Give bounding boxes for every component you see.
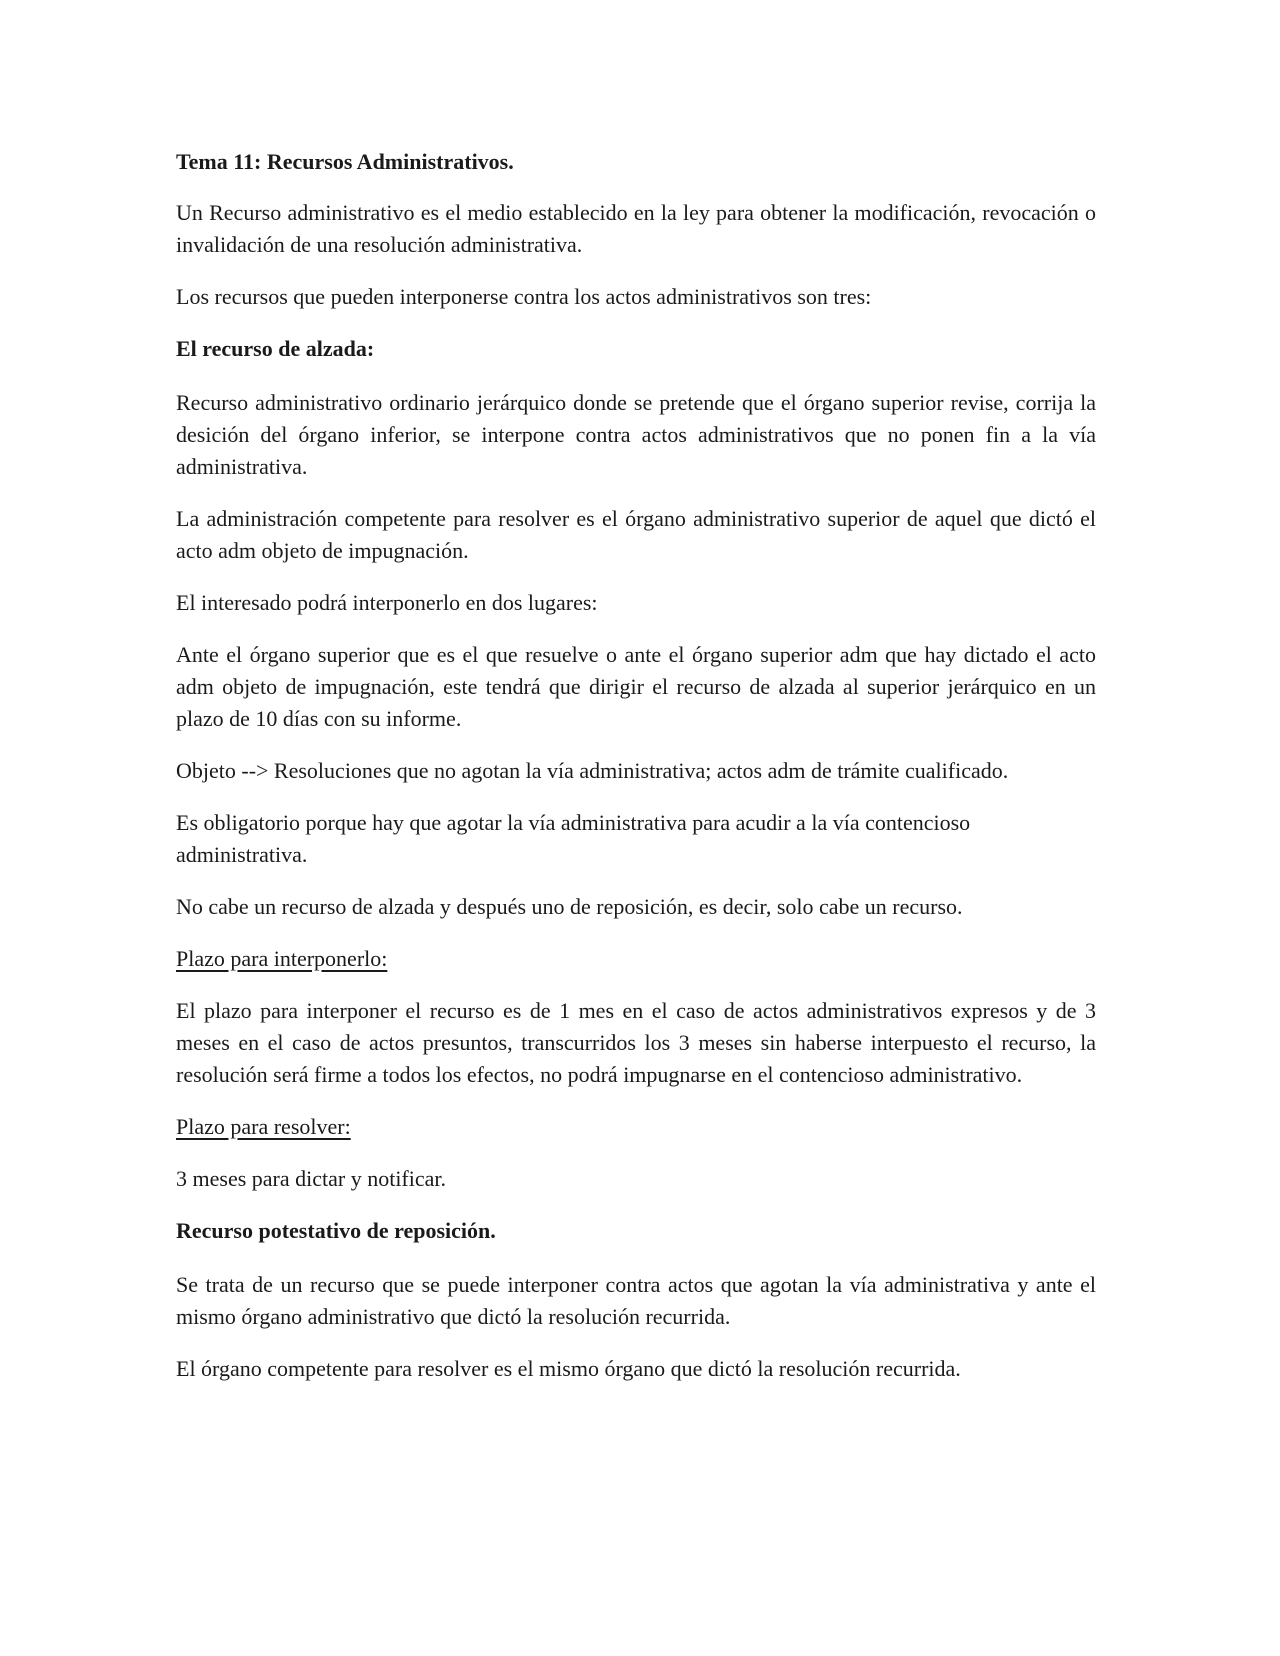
paragraph: Recurso administrativo ordinario jerárquico donde se pretende que el órgano superior revise, corrija la desición del órgano inferior, se interpone contra actos administrativos que no ponen fin a la vía administrativa.	[176, 390, 1096, 479]
paragraph: El órgano competente para resolver es el mismo órgano que dictó la resolución recurrida.	[176, 1356, 961, 1381]
paragraph-intro: Los recursos que pueden interponerse contra los actos administrativos son tres:	[176, 284, 872, 309]
paragraph: El interesado podrá interponerlo en dos lugares:	[176, 590, 598, 615]
paragraph: Objeto --> Resoluciones que no agotan la vía administrativa; actos adm de trámite cualificado.	[176, 758, 1009, 783]
subheading-plazo-interponer: Plazo para interponerlo:	[176, 946, 388, 971]
paragraph: No cabe un recurso de alzada y después uno de reposición, es decir, solo cabe un recurso.	[176, 894, 963, 919]
section-heading-reposicion: Recurso potestativo de reposición.	[176, 1218, 496, 1243]
subheading-plazo-resolver: Plazo para resolver:	[176, 1114, 351, 1139]
paragraph: La administración competente para resolver es el órgano administrativo superior de aquel que dictó el acto adm objeto de impugnación.	[176, 506, 1096, 563]
paragraph: Ante el órgano superior que es el que resuelve o ante el órgano superior adm que hay dictado el acto adm objeto de impugnación, este tendrá que dirigir el recurso de alzada al superior jerárquico en un plazo de 10 días con su informe.	[176, 642, 1096, 731]
paragraph: Se trata de un recurso que se puede interponer contra actos que agotan la vía administrativa y ante el mismo órgano administrativo que dictó la resolución recurrida.	[176, 1272, 1096, 1329]
paragraph: Es obligatorio porque hay que agotar la vía administrativa para acudir a la vía contencioso administrativa.	[176, 810, 971, 867]
paragraph: El plazo para interponer el recurso es de 1 mes en el caso de actos administrativos expresos y de 3 meses en el caso de actos presuntos, transcurridos los 3 meses sin haberse interpuesto el recurso, la resolución será firme a todos los efectos, no podrá impugnarse en el contencioso administrativo.	[176, 998, 1096, 1087]
paragraph-definition: Un Recurso administrativo es el medio establecido en la ley para obtener la modificación, revocación o invalidación de una resolución administrativa.	[176, 200, 1096, 257]
document-page	[176, 146, 1096, 1405]
document-title: Tema 11: Recursos Administrativos.	[176, 149, 514, 174]
section-heading-alzada: El recurso de alzada:	[176, 336, 375, 361]
paragraph: 3 meses para dictar y notificar.	[176, 1166, 447, 1191]
